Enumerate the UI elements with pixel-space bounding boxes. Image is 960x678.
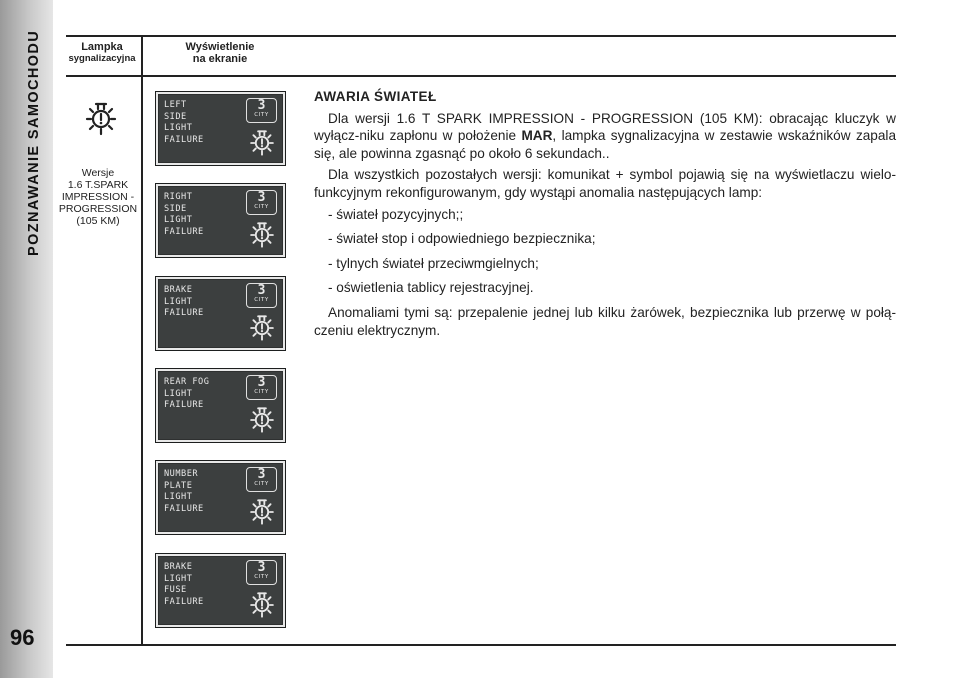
lamp-failure-icon: [83, 101, 119, 137]
panel-message: REAR FOG LIGHT FAILURE: [164, 377, 210, 410]
panel-message: RIGHT SIDE LIGHT FAILURE: [164, 192, 204, 237]
header-display-line2: na ekranie: [192, 53, 248, 65]
city-label: CITY: [254, 112, 269, 118]
section-title: POZNAWANIE SAMOCHODU: [26, 30, 42, 257]
city-indicator: [246, 283, 277, 308]
p1-after: , lampka sygnalizacyjna w zestawie wskaźników zapala się, ale powinna zgasnąć po około 6 sekundach..: [314, 128, 897, 161]
version-note-line: IMPRESSION -: [61, 191, 135, 203]
city-number: 3: [257, 190, 266, 205]
lamp-failure-icon: [248, 406, 276, 434]
display-panel-rear-fog: [155, 368, 286, 443]
header-display: [160, 41, 280, 65]
lamp-failure-icon: [248, 129, 276, 157]
city-label: CITY: [254, 574, 269, 580]
lamp-failure-icon: [248, 221, 276, 249]
panel-message: BRAKE LIGHT FAILURE: [164, 285, 204, 318]
city-label: CITY: [254, 297, 269, 303]
lamp-failure-icon: [248, 314, 276, 342]
city-number: 3: [257, 98, 266, 113]
list-item: - świateł pozycyjnych;;: [328, 206, 464, 222]
display-panel-right-side: [155, 183, 286, 258]
panel-message: LEFT SIDE LIGHT FAILURE: [164, 100, 204, 145]
display-panel-brake-light: [155, 276, 286, 351]
city-number: 3: [257, 283, 266, 298]
city-indicator: [246, 560, 277, 585]
panel-message: NUMBER PLATE LIGHT FAILURE: [164, 469, 204, 514]
city-indicator: [246, 98, 277, 123]
city-indicator: [246, 190, 277, 215]
display-panel-brake-fuse: [155, 553, 286, 628]
lamp-failure-icon: [248, 498, 276, 526]
page-number: 96: [10, 625, 35, 650]
lamp-failure-icon: [248, 591, 276, 619]
city-label: CITY: [254, 389, 269, 395]
header-rule: [66, 75, 896, 77]
version-note: [58, 167, 138, 227]
header-lamp-line1: Lampka: [81, 41, 123, 53]
city-label: CITY: [254, 204, 269, 210]
version-note-line: PROGRESSION: [58, 203, 138, 215]
header-lamp: [62, 41, 142, 65]
column-divider: [141, 35, 143, 645]
side-strip: [0, 0, 53, 678]
article-title: AWARIA ŚWIATEŁ: [314, 89, 437, 104]
paragraph-other-versions: Dla wszystkich pozostałych wersji: komunikat + symbol pojawią się na wyświetlaczu wielo-funkcyjnym rekonfigurowanym, gdy wystąpi anomalia następujących lamp:: [314, 167, 896, 200]
display-panel-left-side: [155, 91, 286, 166]
city-indicator: [246, 375, 277, 400]
header-display-line1: Wyświetlenie: [185, 41, 255, 53]
article: [314, 88, 896, 343]
city-number: 3: [257, 560, 266, 575]
panel-message: BRAKE LIGHT FUSE FAILURE: [164, 562, 204, 607]
paragraph-anomalies: Anomaliami tymi są: przepalenie jednej lub kilku żarówek, bezpiecznika lub przerwę w połą-czeniu elektrycznym.: [314, 304, 896, 338]
paragraph-mar: [314, 110, 896, 163]
city-number: 3: [257, 467, 266, 482]
lamp-list: [314, 206, 896, 297]
list-item: - oświetlenia tablicy rejestracyjnej.: [328, 280, 534, 296]
version-note-line: Wersje: [81, 167, 115, 179]
display-panel-number-plate: [155, 460, 286, 535]
city-indicator: [246, 467, 277, 492]
header-lamp-line2: sygnalizacyjna: [68, 53, 136, 64]
city-label: CITY: [254, 481, 269, 487]
version-note-line: 1.6 T.SPARK: [67, 179, 129, 191]
city-number: 3: [257, 375, 266, 390]
bottom-rule: [66, 644, 896, 646]
mar-keyword: MAR: [521, 128, 553, 144]
p1-before: Dla wersji 1.6 T SPARK IMPRESSION - PROGRESSION (105 KM): obracając kluczyk w wyłącz-niku zapłonu w położenie: [314, 110, 896, 144]
list-item: - tylnych świateł przeciwmgielnych;: [328, 255, 539, 271]
list-item: - świateł stop i odpowiedniego bezpiecznika;: [328, 231, 596, 247]
version-note-line: (105 KM): [76, 215, 120, 227]
top-rule: [66, 35, 896, 37]
